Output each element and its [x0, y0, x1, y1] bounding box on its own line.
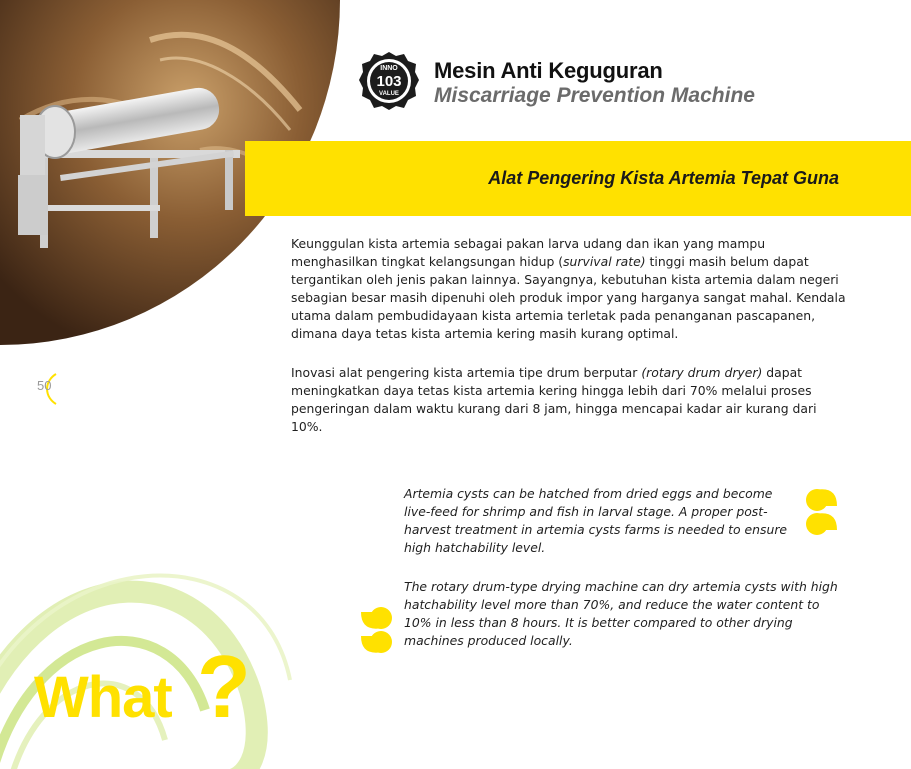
- inno-badge-icon: [358, 50, 420, 112]
- paragraph-2-part-b: dapat meningkatkan daya tetas kista artemia kering hingga lebih dari 70% melalui proses pengeringan dalam waktu kurang dari 8 jam, hingga mencapai kadar air kurang dari 10%.: [291, 365, 817, 434]
- yellow-banner: [245, 141, 911, 216]
- paragraph-1-emphasis: survival rate): [563, 254, 646, 269]
- page-number: [34, 372, 62, 402]
- banner-subtitle: Alat Pengering Kista Artemia Tepat Guna: [488, 168, 839, 188]
- title-indonesian: Mesin Anti Keguguran: [434, 58, 663, 83]
- paragraph-2-part-a: Inovasi alat pengering kista artemia tipe drum berputar: [291, 365, 642, 380]
- what-question-mark: ?: [197, 637, 251, 736]
- quote-2: The rotary drum-type drying machine can dry artemia cysts with high hatchability level more than 70%, and reduce the water content to 10% in less than 8 hours. It is better compared to other drying machines produced locally.: [404, 579, 838, 648]
- closing-quote-icon: [803, 486, 841, 538]
- badge-number-text: 103: [376, 73, 402, 90]
- paragraph-1-part-b: tinggi masih belum dapat tergantikan oleh jenis pakan lainnya. Sayangnya, kebutuhan kista artemia dalam negeri sebagian besar masih dipenuhi oleh produk impor yang harganya sangat mahal. Kendala utama dalam pembudidayaan kista artemia terletak pada penanganan pascapanen, dimana daya tetas kista artemia kering masih kurang optimal.: [291, 254, 846, 341]
- page-number-text: 50: [37, 378, 52, 393]
- what-heading: What: [34, 665, 172, 730]
- paragraph-1-part-a: Keunggulan kista artemia sebagai pakan larva udang dan ikan yang mampu menghasilkan tingkat kelangsungan hidup (: [291, 236, 766, 269]
- paragraph-2: [291, 364, 851, 436]
- title-english: Miscarriage Prevention Machine: [434, 84, 755, 107]
- badge-top-text: INNO: [380, 65, 398, 72]
- quote-1: Artemia cysts can be hatched from dried eggs and become live-feed for shrimp and fish in larval stage. A proper post-harvest treatment in artemia cysts farms is needed to ensure high hatchability level.: [404, 486, 788, 555]
- badge-bottom-text: VALUE: [379, 91, 399, 97]
- opening-quote-icon: [357, 604, 395, 656]
- paragraph-1: [291, 235, 851, 343]
- paragraph-2-emphasis: (rotary drum dryer): [641, 365, 763, 380]
